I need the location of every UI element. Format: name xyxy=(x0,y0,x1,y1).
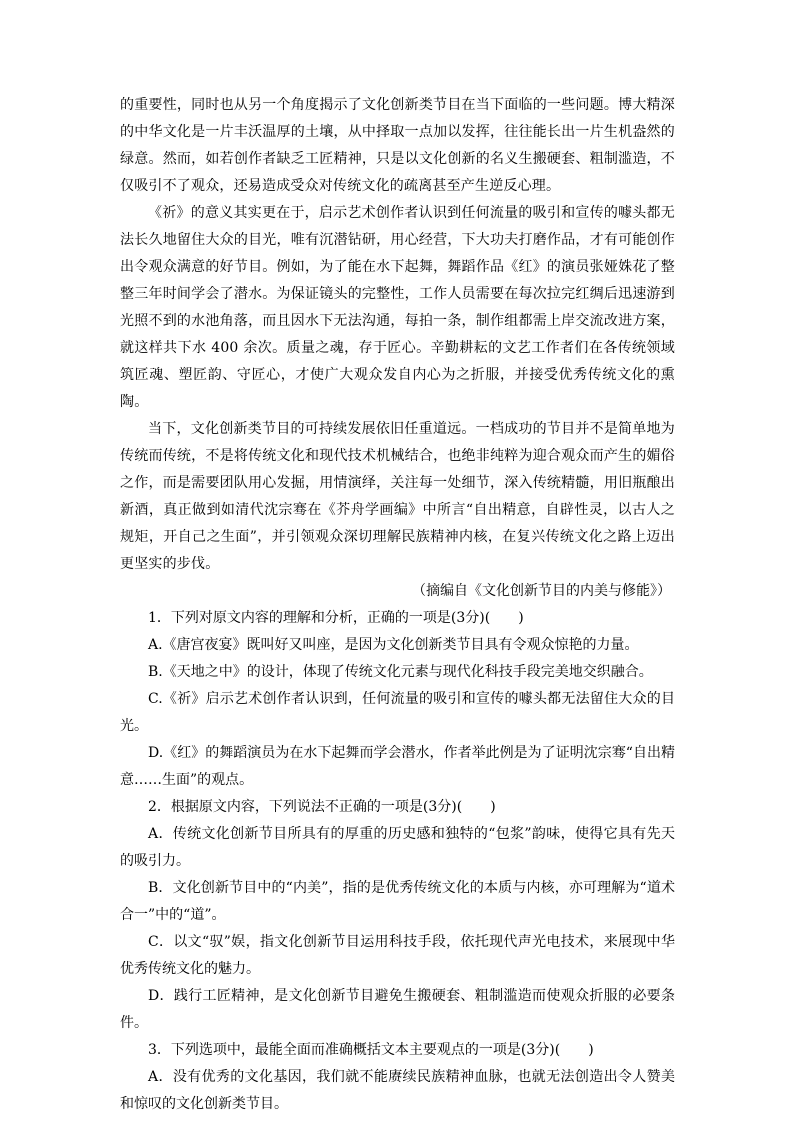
question-2-option-c: C．以文“驭”娱，指文化创新节目运用科技手段，依托现代声光电技术，来展现中华优秀传统文化的魅力。 xyxy=(120,934,675,977)
question-2 xyxy=(120,794,675,1037)
article-paragraph-1: 的重要性，同时也从另一个角度揭示了文化创新类节目在当下面临的一些问题。博大精深的中华文化是一片丰沃温厚的土壤，从中择取一点加以发挥，往往能长出一片生机盎然的绿意。然而，如若创作者缺乏工匠精神，只是以文化创新的名义生搬硬套、粗制滥造，不仅吸引不了观众，还易造成受众对传统文化的疏离甚至产生逆反心理。 xyxy=(120,97,675,194)
question-3 xyxy=(120,1037,675,1118)
article-paragraph-2: 《祈》的意义其实更在于，启示艺术创作者认识到任何流量的吸引和宣传的噱头都无法长久地留住大众的目光，唯有沉潜钻研，用心经营，下大功夫打磨作品，才有可能创作出令观众满意的好节目。例如，为了能在水下起舞，舞蹈作品《红》的演员张娅姝花了整整三年时间学会了潜水。为保证镜头的完整性，工作人员需要在每次拉完红绸后迅速游到光照不到的水池角落，而且因水下无法沟通，每拍一条，制作组都需上岸交流改进方案，就这样共下水 400 余次。质量之魂，存于匠心。辛勤耕耘的文艺工作者们在各传统领域筑匠魂、塑匠韵、守匠心，才使广大观众发自内心为之折服，并接受优秀传统文化的熏陶。 xyxy=(120,205,675,410)
question-2-option-b: B．文化创新节目中的“内美”，指的是优秀传统文化的本质与内核，亦可理解为“道术合一”中的“道”。 xyxy=(120,880,675,923)
question-2-option-d: D．践行工匠精神，是文化创新节目避免生搬硬套、粗制滥造而使观众折服的必要条件。 xyxy=(120,988,675,1031)
question-1 xyxy=(120,605,675,794)
question-3-option-a: A．没有优秀的文化基因，我们就不能赓续民族精神血脉，也就无法创造出令人赞美和惊叹的文化创新类节目。 xyxy=(120,1069,675,1112)
question-1-option-c: C.《祈》启示艺术创作者认识到，任何流量的吸引和宣传的噱头都无法留住大众的目光。 xyxy=(120,691,675,734)
question-3-stem: 3．下列选项中，最能全面而准确概括文本主要观点的一项是(3分)( ) xyxy=(148,1042,594,1058)
question-1-option-d: D.《红》的舞蹈演员为在水下起舞而学会潜水，作者举此例是为了证明沈宗骞“自出精意……生面”的观点。 xyxy=(120,745,675,788)
question-1-option-b: B.《天地之中》的设计，体现了传统文化元素与现代化科技手段完美地交织融合。 xyxy=(148,664,653,680)
document-page xyxy=(120,92,675,1118)
question-2-option-a: A．传统文化创新节目所具有的厚重的历史感和独特的“包浆”韵味，使得它具有先天的吸引力。 xyxy=(120,826,675,869)
article-source: （摘编自《文化创新节目的内美与修能》） xyxy=(412,583,671,599)
question-1-option-a: A.《唐宫夜宴》既叫好又叫座，是因为文化创新类节目具有令观众惊艳的力量。 xyxy=(148,637,639,653)
question-2-stem: 2．根据原文内容，下列说法不正确的一项是(3分)( ) xyxy=(148,799,496,815)
article-paragraph-3: 当下，文化创新类节目的可持续发展依旧任重道远。一档成功的节目并不是简单地为传统而传统，不是将传统文化和现代技术机械结合，也绝非纯粹为迎合观众而产生的媚俗之作，而是需要团队用心发掘，用情演绎，关注每一处细节，深入传统精髓，用旧瓶酿出新酒，真正做到如清代沈宗骞在《芥舟学画编》中所言“自出精意，自辟性灵，以古人之规矩，开自己之生面”，并引领观众深切理解民族精神内核，在复兴传统文化之路上迈出更坚实的步伐。 xyxy=(120,421,675,572)
question-1-stem: 1．下列对原文内容的理解和分析，正确的一项是(3分)( ) xyxy=(148,610,524,626)
